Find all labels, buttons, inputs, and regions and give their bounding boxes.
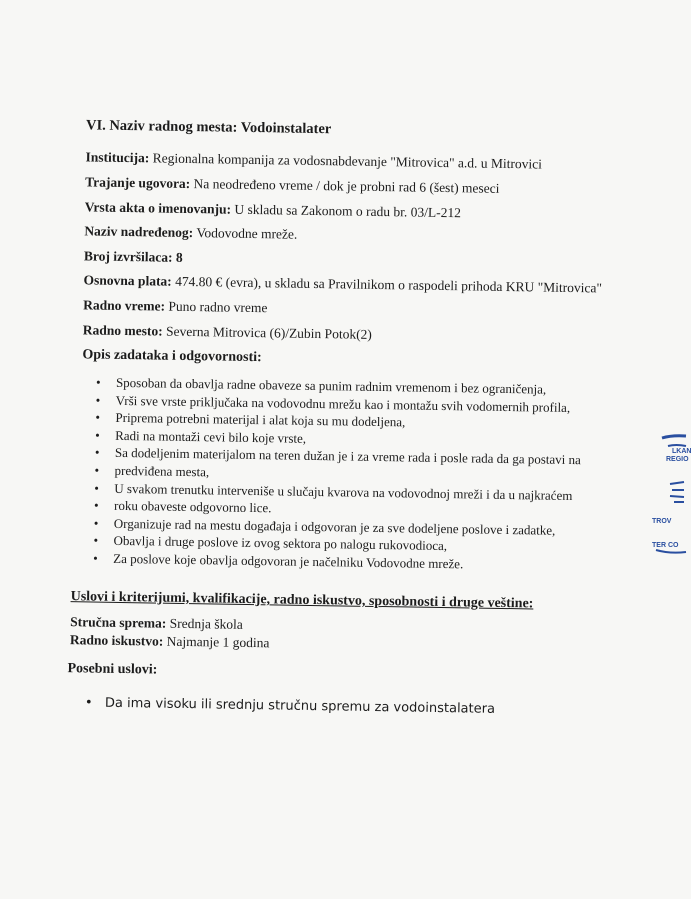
list-item: • Radi na montaži cevi bilo koje vrste, (95, 426, 581, 451)
list-item: • Sa dodeljenim materijalom na teren dužan je i za vreme rada i posle rada da ga postavi na (95, 444, 581, 469)
stamp-text: TER CO (652, 542, 678, 549)
list-item: • Obavlja i druge poslove iz ovog sektora po nalogu rukovodioca, (93, 532, 579, 557)
list-item: • Da ima visoku ili srednju stručnu spremu za vodoinstalatera (85, 695, 495, 716)
field-headcount (84, 248, 183, 266)
job-title-heading: VI. Naziv radnog mesta: Vodoinstalater (86, 117, 332, 138)
list-item: • Sposoban da obavlja radne obaveze sa punim radnim vremenom i bez ograničenja, (96, 374, 582, 399)
field-supervisor (84, 223, 297, 242)
duties-title: Opis zadataka i odgovornosti: (82, 347, 262, 366)
field-contract-duration (85, 174, 500, 197)
stamp-text: TROV (652, 518, 671, 525)
list-item: • Za poslove koje obavlja odgovoran je načelniku Vodovodne mreže. (93, 549, 579, 574)
field-label: Osnovna plata: (83, 272, 171, 288)
qualification-education (70, 614, 243, 633)
list-item: • Vrši sve vrste priključaka na vodovodnu mrežu kao i montažu svih vodomernih profila, (96, 391, 582, 416)
field-label: Trajanje ugovora: (85, 174, 190, 191)
field-label: Radno vreme: (83, 297, 165, 313)
field-value: Vodovodne mreže. (193, 225, 297, 242)
field-label: Radno mesto: (83, 322, 163, 338)
list-item: • predviđena mesta, (94, 462, 580, 487)
stamp-text: REGIO (666, 456, 689, 463)
field-label: Vrsta akta o imenovanju: (85, 199, 232, 216)
field-base-salary (83, 272, 602, 296)
qualification-experience (70, 632, 270, 651)
field-label: Institucija: (85, 149, 149, 165)
field-value: Srednja škola (166, 616, 243, 632)
field-value: U skladu sa Zakonom o radu br. 03/L-212 (231, 202, 461, 221)
duties-list (93, 374, 582, 575)
field-appointment-act (85, 199, 461, 221)
field-value: Severna Mitrovica (6)/Zubin Potok(2) (163, 324, 372, 342)
stamp-image (648, 432, 686, 572)
field-value: Puno radno vreme (165, 299, 268, 316)
special-conditions-list (85, 695, 495, 716)
stamp-text: LKAN (672, 448, 691, 455)
field-working-hours (83, 297, 267, 316)
field-value: Najmanje 1 godina (163, 634, 269, 651)
field-value: 474.80 € (evra), u skladu sa Pravilnikom o raspodeli prihoda KRU "Mitrovica" (172, 274, 602, 296)
field-institution (85, 149, 542, 172)
field-work-location (83, 322, 372, 343)
special-conditions-title: Posebni uslovi: (67, 661, 157, 678)
field-label: Radno iskustvo: (70, 632, 164, 648)
field-label: Stručna sprema: (70, 614, 166, 631)
field-value: Na neodređeno vreme / dok je probni rad 6 (šest) meseci (190, 176, 499, 196)
conditions-title: Uslovi i kriterijumi, kvalifikacije, radno iskustvo, sposobnosti i druge veštine: (71, 589, 534, 612)
field-label: Broj izvršilaca: 8 (84, 248, 183, 265)
field-label: Naziv nadređenog: (84, 223, 193, 240)
list-item: • roku obaveste odgovorno lice. (94, 497, 580, 522)
list-item: • Organizuje rad na mestu događaja i odgovoran je za sve dodeljene poslove i zadatke, (94, 514, 580, 539)
list-item: • Priprema potrebni materijal i alat koja su mu dodeljena, (95, 409, 581, 434)
field-value: Regionalna kompanija za vodosnabdevanje "Mitrovica" a.d. u Mitrovici (149, 150, 542, 171)
list-item: • U svakom trenutku interveniše u slučaju kvarova na vodovodnoj mreži i da u najkraćem (94, 479, 580, 504)
